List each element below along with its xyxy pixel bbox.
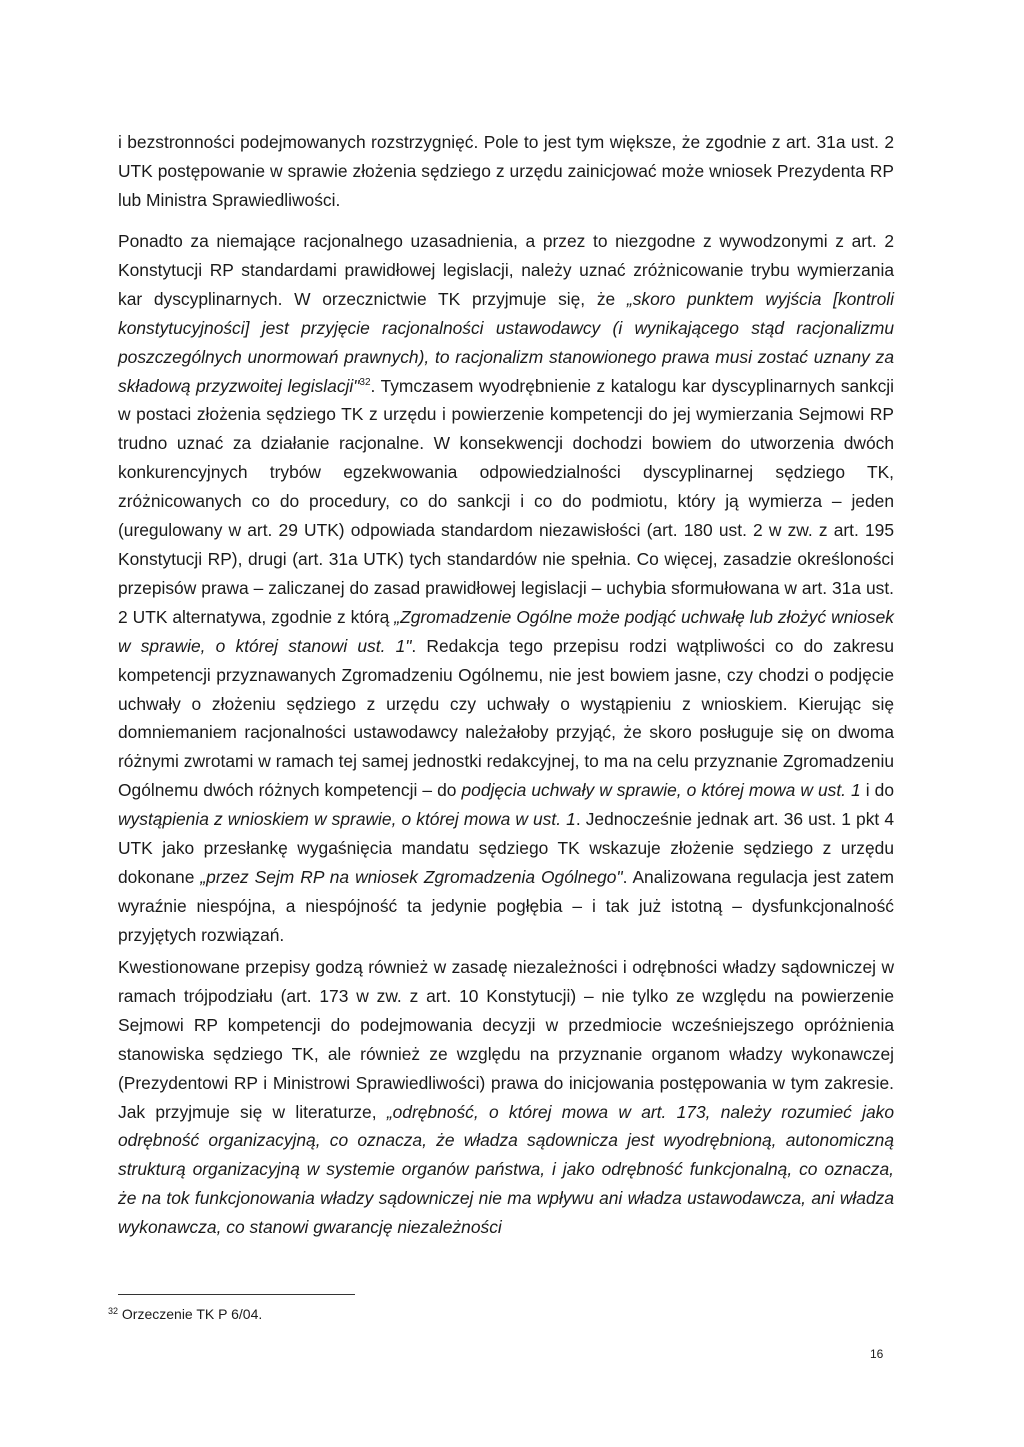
body-paragraph-2	[118, 227, 894, 950]
footnote-number: 32	[108, 1306, 119, 1316]
paragraph-text	[118, 953, 894, 1242]
text-run: i bezstronności podejmowanych rozstrzygnięć. Pole to jest tym większe, że zgodnie z art. 31a ust. 2 UTK postępowanie w sprawie złożenia sędziego z urzędu zainicjować może wniosek Prezydenta RP lub Ministra Sprawiedliwości.	[118, 132, 894, 210]
quoted-text: „odrębność, o której mowa w art. 173, należy rozumieć jako odrębność organizacyjną, co oznacza, że władza sądownicza jest wyodrębnioną, autonomiczną strukturą organizacyjną w systemie organów państwa, i jako odrębność funkcjonalną, co oznacza, że na tok funkcjonowania władzy sądowniczej nie ma wpływu ani władza ustawodawcza, ani władza wykonawcza, co stanowi gwarancję niezależności	[118, 1101, 895, 1238]
text-run: Kwestionowane przepisy godzą również w zasadę niezależności i odrębności władzy sądowniczej w ramach trójpodziału (art. 173 w zw. z art. 10 Konstytucji) – nie tylko ze względu na powierzenie Sejmowi RP kompetencji do podejmowania decyzji w przedmiocie wcześniejszego opróżnienia stanowiska sędziego TK, ale również ze względu na przyznanie organom władzy wykonawczej (Prezydentowi RP i Ministrowi Sprawiedliwości) prawa do inicjowania postępowania w tym zakresie. Jak przyjmuje się w literaturze,	[118, 957, 894, 1122]
quoted-text: wystąpienia z wnioskiem w sprawie, o której mowa w ust. 1	[118, 809, 576, 830]
page-number: 16	[870, 1347, 884, 1361]
quoted-text: „przez Sejm RP na wniosek Zgromadzenia Ogólnego"	[200, 866, 623, 887]
footnote-reference: 32	[359, 376, 371, 388]
quoted-text: podjęcia uchwały w sprawie, o której mowa w ust. 1	[461, 780, 861, 801]
paragraph-text	[118, 227, 894, 950]
paragraph-text	[118, 128, 894, 215]
quoted-text: „skoro punktem wyjścia [kontroli konstytucyjności] jest przyjęcie racjonalności ustawodawcy (i wynikającego stąd racjonalizmu poszczególnych unormowań prawnych), to racjonalizm stanowionego prawa musi zostać uznany za składową przyzwoitej legislacji"	[118, 288, 895, 396]
text-run: . Jednocześnie jednak art. 36 ust. 1 pkt 4 UTK jako przesłankę wygaśnięcia mandatu sędziego TK wskazuje złożenie sędziego z urzędu dokonane	[118, 809, 894, 887]
text-run: . Tymczasem wyodrębnienie z katalogu kar dyscyplinarnych sankcji w postaci złożenia sędziego TK z urzędu i powierzenie kompetencji do jej wymierzania Sejmowi RP trudno uznać za działanie racjonalne. W konsekwencji dochodzi bowiem do utworzenia dwóch konkurencyjnych trybów egzekwowania odpowiedzialności dyscyplinarnej sędziego TK, zróżnicowanych co do procedury, co do sankcji i co do podmiotu, który ją wymierza – jeden (uregulowany w art. 29 UTK) odpowiada standardom niezawisłości (art. 180 ust. 2 w zw. z art. 195 Konstytucji RP), drugi (art. 31a UTK) tych standardów nie spełnia. Co więcej, zasadzie określoności przepisów prawa – zaliczanej do zasad prawidłowej legislacji – uchybia sformułowana w art. 31a ust. 2 UTK alternatywa, zgodnie z którą	[118, 375, 894, 627]
text-run: Ponadto za niemające racjonalnego uzasadnienia, a przez to niezgodne z wywodzonymi z art. 2 Konstytucji RP standardami prawidłowej legislacji, należy uznać zróżnicowanie trybu wymierzania kar dyscyplinarnych. W orzecznictwie TK przyjmuje się, że	[118, 231, 894, 309]
text-run: . Redakcja tego przepisu rodzi wątpliwości co do zakresu kompetencji przyznawanych Zgromadzeniu Ogólnemu, nie jest bowiem jasne, czy chodzi o podjęcie uchwały o złożeniu sędziego z urzędu czy uchwały o wystąpieniu z wnioskiem. Kierując się domniemaniem racjonalności ustawodawcy należałoby przyjąć, że skoro posługuje się on dwoma różnymi zwrotami w ramach tej samej jednostki redakcyjnej, to ma na celu przyznanie Zgromadzeniu Ogólnemu dwóch różnych kompetencji – do	[118, 635, 894, 801]
footnote-separator	[118, 1294, 355, 1295]
footnote	[108, 1305, 262, 1323]
quoted-text: „Zgromadzenie Ogólne może podjąć uchwałę lub złożyć wniosek w sprawie, o której stanowi ust. 1"	[118, 606, 894, 656]
text-run: . Analizowana regulacja jest zatem wyraźnie niespójna, a niespójność ta jedynie pogłębia – i tak już istotną – dysfunkcjonalność przyjętych rozwiązań.	[118, 866, 894, 945]
body-paragraph-1	[118, 128, 894, 215]
footnote-text: Orzeczenie TK P 6/04.	[121, 1306, 263, 1322]
body-paragraph-3	[118, 953, 894, 1242]
text-run: i do	[860, 780, 895, 801]
